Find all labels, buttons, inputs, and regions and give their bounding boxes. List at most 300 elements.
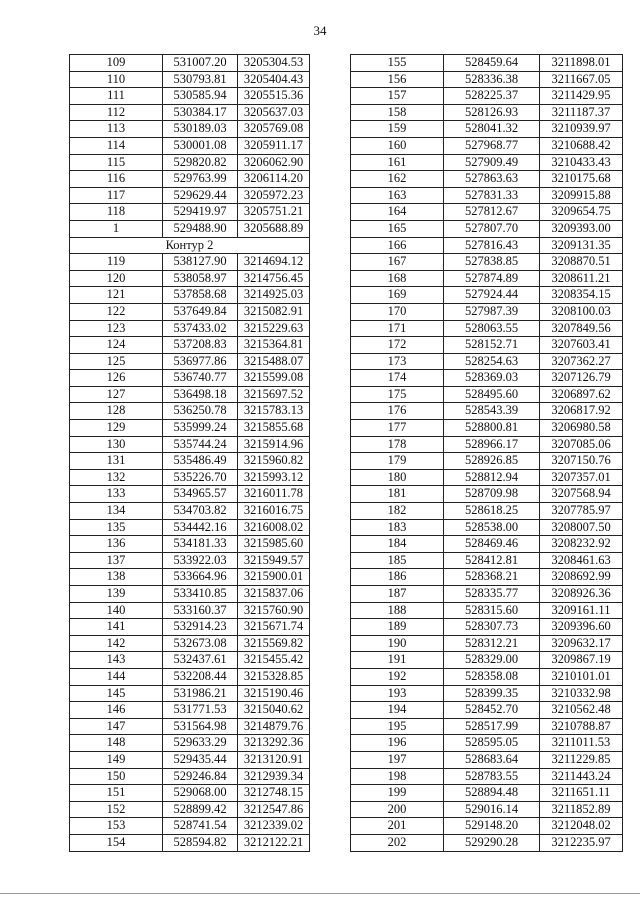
point-number: 124: [70, 337, 163, 354]
point-number: 127: [70, 386, 163, 403]
coordinate-y: 3211011.53: [540, 735, 623, 752]
table-row: [70, 220, 310, 237]
coordinate-y: 3209131.35: [540, 237, 623, 254]
table-row: [351, 254, 623, 271]
coordinate-y: 3208354.15: [540, 287, 623, 304]
point-number: 118: [70, 204, 163, 221]
table-row: [70, 536, 310, 553]
table-row: [351, 154, 623, 171]
point-number: 172: [351, 337, 444, 354]
table-row: [351, 104, 623, 121]
point-number: 140: [70, 602, 163, 619]
table-row: [351, 453, 623, 470]
table-row: [70, 635, 310, 652]
coordinate-y: 3215455.42: [238, 652, 310, 669]
coordinate-x: 527863.63: [444, 171, 540, 188]
coordinate-x: 528358.08: [444, 668, 540, 685]
point-number: 185: [351, 552, 444, 569]
coordinate-y: 3215697.52: [238, 386, 310, 403]
coordinate-y: 3215900.01: [238, 569, 310, 586]
table-row: [70, 785, 310, 802]
coordinate-x: 537858.68: [163, 287, 238, 304]
coordinate-x: 530189.03: [163, 121, 238, 138]
coordinate-x: 536250.78: [163, 403, 238, 420]
coordinate-x: 529148.20: [444, 818, 540, 835]
point-number: 184: [351, 536, 444, 553]
point-number: 199: [351, 785, 444, 802]
coordinate-x: 527831.33: [444, 187, 540, 204]
coordinate-x: 528459.64: [444, 55, 540, 72]
table-row: [70, 652, 310, 669]
coordinate-x: 527812.67: [444, 204, 540, 221]
coordinate-x: 531986.21: [163, 685, 238, 702]
coordinate-x: 528741.54: [163, 818, 238, 835]
point-number: 178: [351, 436, 444, 453]
coordinate-x: 527807.70: [444, 220, 540, 237]
coordinate-y: 3212547.86: [238, 801, 310, 818]
point-number: 189: [351, 619, 444, 636]
point-number: 179: [351, 453, 444, 470]
point-number: 121: [70, 287, 163, 304]
point-number: 144: [70, 668, 163, 685]
table-row: [351, 668, 623, 685]
coordinate-y: 3214756.45: [238, 270, 310, 287]
coordinate-y: 3215855.68: [238, 420, 310, 437]
coordinate-y: 3208007.50: [540, 519, 623, 536]
coordinate-x: 529016.14: [444, 801, 540, 818]
point-number: 156: [351, 71, 444, 88]
point-number: 131: [70, 453, 163, 470]
coordinate-x: 531771.53: [163, 702, 238, 719]
coordinate-x: 528315.60: [444, 602, 540, 619]
coordinate-x: 528307.73: [444, 619, 540, 636]
table-row: [70, 71, 310, 88]
point-number: 153: [70, 818, 163, 835]
coordinate-x: 528543.39: [444, 403, 540, 420]
coordinate-x: 528812.94: [444, 469, 540, 486]
point-number: 109: [70, 55, 163, 72]
table-row: [351, 88, 623, 105]
coordinate-y: 3208870.51: [540, 254, 623, 271]
coordinate-y: 3205515.36: [238, 88, 310, 105]
coordinate-y: 3210688.42: [540, 137, 623, 154]
coordinate-y: 3206062.90: [238, 154, 310, 171]
coordinate-y: 3207085.06: [540, 436, 623, 453]
coordinate-x: 529633.29: [163, 735, 238, 752]
coordinate-y: 3210332.98: [540, 685, 623, 702]
table-row: [70, 552, 310, 569]
point-number: 113: [70, 121, 163, 138]
table-row: [70, 353, 310, 370]
coordinate-y: 3215985.60: [238, 536, 310, 553]
coordinate-x: 527924.44: [444, 287, 540, 304]
coordinate-y: 3215599.08: [238, 370, 310, 387]
table-row: [70, 519, 310, 536]
coordinate-y: 3208692.99: [540, 569, 623, 586]
point-number: 182: [351, 503, 444, 520]
coordinate-x: 527816.43: [444, 237, 540, 254]
coordinate-x: 528618.25: [444, 503, 540, 520]
table-row: [70, 88, 310, 105]
point-number: 152: [70, 801, 163, 818]
table-row: [351, 303, 623, 320]
coordinate-y: 3212235.97: [540, 834, 623, 851]
point-number: 151: [70, 785, 163, 802]
coordinate-x: 528709.98: [444, 486, 540, 503]
coordinate-y: 3215837.06: [238, 586, 310, 603]
table-row: [70, 386, 310, 403]
table-row: [351, 353, 623, 370]
point-number: 174: [351, 370, 444, 387]
page-number: 34: [313, 23, 327, 38]
coordinate-x: 529068.00: [163, 785, 238, 802]
table-row: [351, 751, 623, 768]
coordinate-x: 533664.96: [163, 569, 238, 586]
point-number: 154: [70, 834, 163, 851]
table-row: [351, 635, 623, 652]
coordinate-x: 528899.42: [163, 801, 238, 818]
coordinate-x: 528469.46: [444, 536, 540, 553]
coordinate-y: 3215229.63: [238, 320, 310, 337]
point-number: 126: [70, 370, 163, 387]
coordinate-y: 3211852.89: [540, 801, 623, 818]
point-number: 173: [351, 353, 444, 370]
coordinate-y: 3215760.90: [238, 602, 310, 619]
coordinate-y: 3205404.43: [238, 71, 310, 88]
table-row: [70, 801, 310, 818]
coordinate-x: 532914.23: [163, 619, 238, 636]
table-row: [70, 668, 310, 685]
coordinate-y: 3212048.02: [540, 818, 623, 835]
table-row: [70, 337, 310, 354]
point-number: 188: [351, 602, 444, 619]
point-number: 120: [70, 270, 163, 287]
coordinate-x: 528495.60: [444, 386, 540, 403]
point-number: 117: [70, 187, 163, 204]
point-number: 150: [70, 768, 163, 785]
coordinate-x: 537433.02: [163, 320, 238, 337]
coordinate-y: 3211229.85: [540, 751, 623, 768]
table-row: [351, 55, 623, 72]
point-number: 111: [70, 88, 163, 105]
section-header-row: [70, 237, 310, 254]
coordinate-y: 3215328.85: [238, 668, 310, 685]
coordinate-y: 3211651.11: [540, 785, 623, 802]
coordinate-x: 528452.70: [444, 702, 540, 719]
coordinate-y: 3205688.89: [238, 220, 310, 237]
coordinate-y: 3208926.36: [540, 586, 623, 603]
point-number: 132: [70, 469, 163, 486]
coordinate-x: 532208.44: [163, 668, 238, 685]
point-number: 187: [351, 586, 444, 603]
point-number: 169: [351, 287, 444, 304]
section-title: Контур 2: [70, 237, 310, 254]
table-row: [70, 370, 310, 387]
point-number: 196: [351, 735, 444, 752]
coordinate-y: 3208232.92: [540, 536, 623, 553]
coordinate-x: 528800.81: [444, 420, 540, 437]
coordinates-table-right-body: [351, 55, 623, 852]
coordinate-y: 3210788.87: [540, 718, 623, 735]
table-row: [70, 818, 310, 835]
coordinate-x: 529246.84: [163, 768, 238, 785]
coordinate-y: 3211898.01: [540, 55, 623, 72]
coordinate-y: 3215949.57: [238, 552, 310, 569]
point-number: 157: [351, 88, 444, 105]
table-row: [351, 171, 623, 188]
point-number: 197: [351, 751, 444, 768]
table-row: [70, 55, 310, 72]
coordinate-x: 538127.90: [163, 254, 238, 271]
table-row: [351, 519, 623, 536]
point-number: 110: [70, 71, 163, 88]
point-number: 143: [70, 652, 163, 669]
coordinate-y: 3210939.97: [540, 121, 623, 138]
point-number: 201: [351, 818, 444, 835]
coordinate-x: 528126.93: [444, 104, 540, 121]
table-row: [351, 370, 623, 387]
table-row: [70, 486, 310, 503]
point-number: 166: [351, 237, 444, 254]
coordinate-y: 3206897.62: [540, 386, 623, 403]
table-row: [351, 386, 623, 403]
coordinate-y: 3207603.41: [540, 337, 623, 354]
coordinate-x: 529435.44: [163, 751, 238, 768]
coordinate-y: 3208611.21: [540, 270, 623, 287]
table-row: [70, 104, 310, 121]
coordinate-y: 3209867.19: [540, 652, 623, 669]
coordinate-x: 533160.37: [163, 602, 238, 619]
coordinate-x: 534442.16: [163, 519, 238, 536]
coordinate-y: 3209915.88: [540, 187, 623, 204]
point-number: 175: [351, 386, 444, 403]
coordinate-y: 3215569.82: [238, 635, 310, 652]
coordinate-x: 537208.83: [163, 337, 238, 354]
coordinate-y: 3211443.24: [540, 768, 623, 785]
point-number: 191: [351, 652, 444, 669]
point-number: 145: [70, 685, 163, 702]
table-row: [70, 270, 310, 287]
table-row: [351, 436, 623, 453]
coordinate-y: 3215783.13: [238, 403, 310, 420]
coordinate-x: 536977.86: [163, 353, 238, 370]
coordinate-y: 3212339.02: [238, 818, 310, 835]
coordinate-x: 529629.44: [163, 187, 238, 204]
table-row: [351, 237, 623, 254]
coordinate-x: 529419.97: [163, 204, 238, 221]
table-row: [351, 287, 623, 304]
table-row: [70, 503, 310, 520]
coordinate-x: 534965.57: [163, 486, 238, 503]
point-number: 164: [351, 204, 444, 221]
table-row: [70, 420, 310, 437]
table-row: [351, 121, 623, 138]
point-number: 146: [70, 702, 163, 719]
coordinate-x: 527838.85: [444, 254, 540, 271]
coordinate-y: 3207126.79: [540, 370, 623, 387]
coordinate-x: 528926.85: [444, 453, 540, 470]
point-number: 159: [351, 121, 444, 138]
coordinate-x: 528063.55: [444, 320, 540, 337]
coordinate-x: 530793.81: [163, 71, 238, 88]
coordinate-y: 3208461.63: [540, 552, 623, 569]
table-row: [351, 602, 623, 619]
table-row: [351, 503, 623, 520]
coordinate-x: 528152.71: [444, 337, 540, 354]
point-number: 186: [351, 569, 444, 586]
coordinate-x: 528412.81: [444, 552, 540, 569]
point-number: 112: [70, 104, 163, 121]
point-number: 139: [70, 586, 163, 603]
coordinate-x: 529820.82: [163, 154, 238, 171]
coordinate-y: 3213120.91: [238, 751, 310, 768]
coordinate-y: 3207568.94: [540, 486, 623, 503]
coordinate-y: 3211187.37: [540, 104, 623, 121]
table-row: [351, 71, 623, 88]
point-number: 122: [70, 303, 163, 320]
point-number: 123: [70, 320, 163, 337]
table-row: [351, 486, 623, 503]
coordinate-y: 3209161.11: [540, 602, 623, 619]
coordinate-x: 528336.38: [444, 71, 540, 88]
table-row: [351, 586, 623, 603]
coordinate-y: 3215993.12: [238, 469, 310, 486]
point-number: 114: [70, 137, 163, 154]
point-number: 171: [351, 320, 444, 337]
coordinate-y: 3205751.21: [238, 204, 310, 221]
point-number: 135: [70, 519, 163, 536]
table-row: [70, 735, 310, 752]
point-number: 183: [351, 519, 444, 536]
coordinate-x: 533410.85: [163, 586, 238, 603]
point-number: 192: [351, 668, 444, 685]
point-number: 136: [70, 536, 163, 553]
coordinate-y: 3211667.05: [540, 71, 623, 88]
table-row: [70, 586, 310, 603]
coordinate-x: 535226.70: [163, 469, 238, 486]
table-row: [351, 220, 623, 237]
coordinate-x: 529763.99: [163, 171, 238, 188]
coordinate-x: 528894.48: [444, 785, 540, 802]
coordinate-x: 530585.94: [163, 88, 238, 105]
point-number: 155: [351, 55, 444, 72]
table-row: [351, 818, 623, 835]
coordinate-y: 3206980.58: [540, 420, 623, 437]
point-number: 128: [70, 403, 163, 420]
table-row: [351, 137, 623, 154]
table-row: [351, 685, 623, 702]
coordinate-y: 3216016.75: [238, 503, 310, 520]
coordinate-y: 3209396.60: [540, 619, 623, 636]
point-number: 170: [351, 303, 444, 320]
coordinate-x: 536740.77: [163, 370, 238, 387]
table-row: [351, 834, 623, 851]
table-row: [70, 834, 310, 851]
point-number: 198: [351, 768, 444, 785]
coordinate-y: 3215190.46: [238, 685, 310, 702]
coordinate-x: 536498.18: [163, 386, 238, 403]
coordinate-x: 528683.64: [444, 751, 540, 768]
table-row: [70, 619, 310, 636]
coordinate-x: 531007.20: [163, 55, 238, 72]
point-number: 202: [351, 834, 444, 851]
coordinate-x: 532673.08: [163, 635, 238, 652]
point-number: 129: [70, 420, 163, 437]
coordinate-x: 535744.24: [163, 436, 238, 453]
table-row: [70, 718, 310, 735]
table-row: [351, 403, 623, 420]
table-row: [70, 751, 310, 768]
table-row: [70, 685, 310, 702]
point-number: 148: [70, 735, 163, 752]
coordinate-y: 3215364.81: [238, 337, 310, 354]
coordinate-y: 3208100.03: [540, 303, 623, 320]
coordinate-y: 3215914.96: [238, 436, 310, 453]
point-number: 149: [70, 751, 163, 768]
table-row: [70, 403, 310, 420]
coordinate-y: 3207357.01: [540, 469, 623, 486]
coordinate-x: 535999.24: [163, 420, 238, 437]
coordinates-table-right: [350, 54, 623, 852]
point-number: 130: [70, 436, 163, 453]
table-row: [351, 337, 623, 354]
coordinate-y: 3206817.92: [540, 403, 623, 420]
point-number: 193: [351, 685, 444, 702]
point-number: 200: [351, 801, 444, 818]
page-bottom-divider: [0, 893, 640, 894]
point-number: 190: [351, 635, 444, 652]
point-number: 180: [351, 469, 444, 486]
table-row: [351, 569, 623, 586]
coordinate-y: 3214925.03: [238, 287, 310, 304]
point-number: 181: [351, 486, 444, 503]
coordinate-y: 3216011.78: [238, 486, 310, 503]
coordinate-x: 528335.77: [444, 586, 540, 603]
coordinate-y: 3211429.95: [540, 88, 623, 105]
table-row: [70, 287, 310, 304]
coordinate-x: 527968.77: [444, 137, 540, 154]
table-row: [351, 469, 623, 486]
table-row: [70, 320, 310, 337]
coordinate-y: 3215040.62: [238, 702, 310, 719]
point-number: 116: [70, 171, 163, 188]
coordinate-y: 3214879.76: [238, 718, 310, 735]
table-row: [351, 735, 623, 752]
table-row: [351, 702, 623, 719]
coordinate-x: 529488.90: [163, 220, 238, 237]
coordinate-x: 528399.35: [444, 685, 540, 702]
table-row: [70, 602, 310, 619]
coordinate-y: 3205304.53: [238, 55, 310, 72]
table-row: [351, 768, 623, 785]
coordinate-y: 3205911.17: [238, 137, 310, 154]
table-row: [70, 204, 310, 221]
coordinate-x: 529290.28: [444, 834, 540, 851]
table-row: [351, 801, 623, 818]
coordinate-x: 534181.33: [163, 536, 238, 553]
point-number: 162: [351, 171, 444, 188]
point-number: 194: [351, 702, 444, 719]
table-row: [70, 254, 310, 271]
point-number: 163: [351, 187, 444, 204]
table-row: [70, 436, 310, 453]
coordinate-y: 3212939.34: [238, 768, 310, 785]
coordinate-x: 533922.03: [163, 552, 238, 569]
point-number: 161: [351, 154, 444, 171]
coordinate-x: 528312.21: [444, 635, 540, 652]
coordinate-y: 3209393.00: [540, 220, 623, 237]
coordinate-x: 528329.00: [444, 652, 540, 669]
